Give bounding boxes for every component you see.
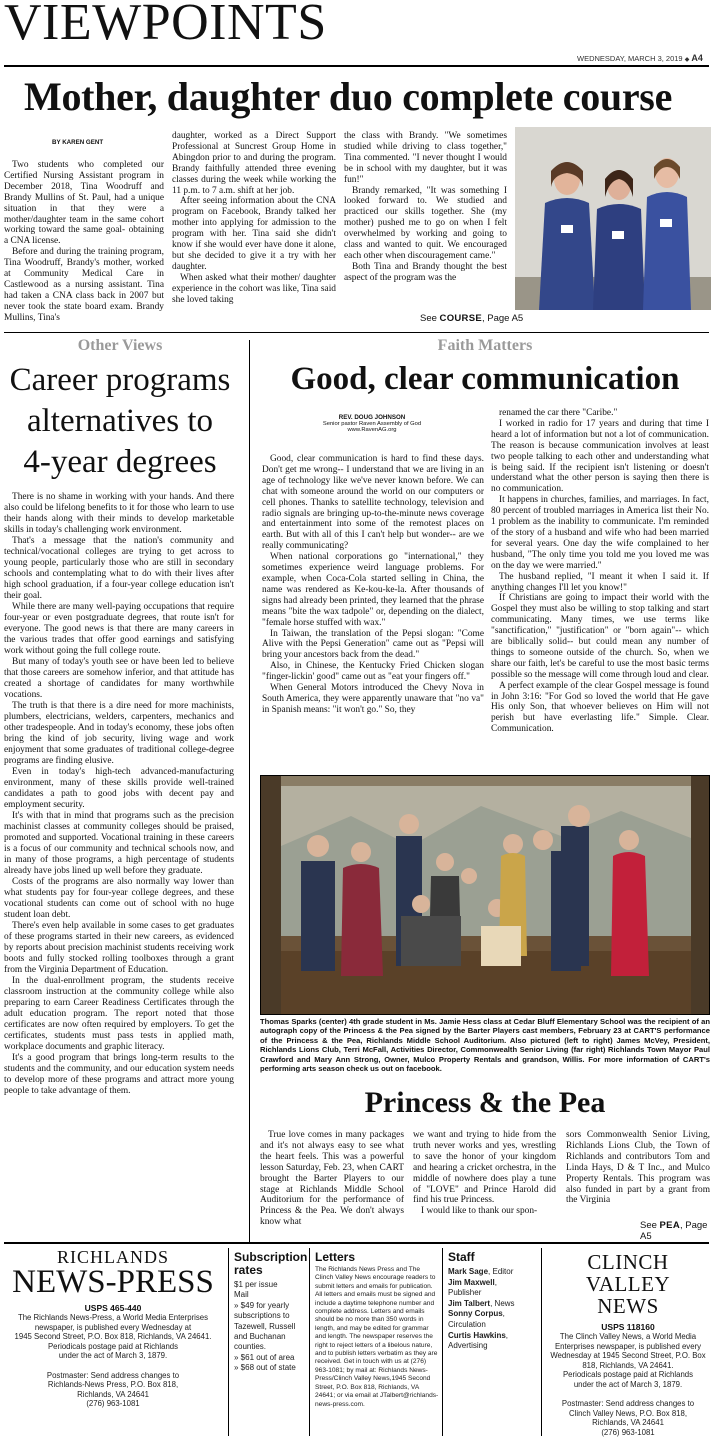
faith-matters-kicker: Faith Matters [437, 337, 533, 354]
issue-date: WEDNESDAY, MARCH 3, 2019 ◆ A4 [577, 53, 703, 63]
lead-col-2: daughter, worked as a Direct Support Professional at Suncrest Group Home in Abingdon prior to and during the program. Brandy faithfully attended three evening classes during the week while working the 11 p.m. to 7 a.m. shift at her job. After seeing information about the CNA program on Facebook, Brandy talked her mother into applying for admission to the program with her. Tina said she didn't know if she would ever have done it alone, but she decided to give it a try with her daughter. When asked what their mother/ daughter experience in the cohort was like, Tina said she loved taking [172, 131, 336, 305]
faith-headline: Good, clear communication [290, 361, 680, 397]
subscription-block [234, 1251, 306, 1374]
rnp-info: The Richlands News-Press, a World Media Enterprises newspaper, is published every Wednesday at 1945 Second Street, P.O. Box 818, Richlands, VA 24641. Periodicals postage paid at Richlands under the act of March 3, 1879. Postmaster: Send address changes to Richlands-News Press, P.O. Box 818, Richlands, VA 24641 (276) 963-1081 [14, 1313, 212, 1409]
faith-col-2: renamed the car there "Caribe." I worked in radio for 17 years and during that time I heard a lot of information but not a lot of communication. The reason is because communication involves at least two people talking to each other and understanding what is being said. If the recipient isn't listening or doesn't understand what the other person is saying then there is no communication. It happens in churches, families, and marriages. In fact, 80 percent of troubled marriages in America list their No. 1 problem as the inability to communicate. I'm reminded of the story of a husband and wife who had been married for several years. One day the wife complained to her husband, "The only time you told me you loved me was on the day we were married." The husband replied, "I meant it when I said it. If anything changes I'll let you know!" If Christians are going to impact their world with the Gospel they must also be willing to stop talking and start communicating. Many times, we use terms like "sanctification," "justification" or "born again"-- which are biblically solid-- but could mean any number of things to someone outside of the church. So, when we share our faith, let's be careful to use the most basic terms possible so the message will come through loud and clear. A perfect example of the clear Gospel message is found in John 3:16: "For God so loved the world that He gave His only Son, that whoever believes on Him will not perish but have everlasting life." Simple. Clear. Communication. [491, 408, 709, 735]
princess-col-2: we want and trying to hide from the truth never works and yes, wrestling to save the honor of your kingdom and hearing a cricket orchestra, in the middle of nowhere does play a tune of "LOVE" and Prince Harold did find his true Princess. I would like to thank our spon- [413, 1130, 556, 1217]
cvn-masthead-line2: NEWS [597, 1294, 659, 1318]
staff-title: Staff [448, 1250, 475, 1264]
lead-byline: BY KAREN GENT [52, 139, 104, 146]
rnp-masthead-line1: RICHLANDS [56, 1247, 169, 1267]
nurses-photo [515, 127, 711, 310]
rnp-block [4, 1248, 222, 1409]
rnp-masthead-line2: NEWS-PRESS [12, 1264, 214, 1300]
princess-col-3: sors Commonwealth Senior Living, Richlands Lions Club, the Town of Richlands and contributors Tom and Linda Hays, D & T Inc., and Mulco Property Rentals. This program was also funded in part by a grant from the Virginia [566, 1130, 710, 1206]
course-jump-link[interactable]: See COURSE, Page A5 [420, 313, 524, 324]
other-views-kicker: Other Views [77, 337, 163, 354]
lead-bottom-rule [4, 332, 709, 333]
column-divider [249, 340, 250, 1242]
footer-divider-2 [309, 1248, 310, 1436]
footer-top-rule [4, 1242, 709, 1244]
cvn-info: The Clinch Valley News, a World Media Enterprises newspaper, is published every Wednesday at 1945 Second Street, P.O. Box 818, Richlands, VA 24641. Periodicals postage paid at Richlands under the act of March 3, 1879. Postmaster: Send address changes to Clinch Valley News, P.O. Box 818, Richlands, VA 24641 (276) 963-1081 [550, 1332, 706, 1437]
faith-col-1: Good, clear communication is hard to find these days. Don't get me wrong-- I understand that we are living in an age of technology like we've never known before. We can chat with someone around the world on our computers or cell phones. Thanks to satellite technology, television and radio signals are bringing up-to-the-minute news coverage and entertainment into some of the remotest places on earth. But with all of this I can't help but wonder-- are we really communicating? When national corporations go "international," they sometimes experience weird language problems. For example, when Coca-Cola started selling in China, the name was rendered as Ke-kou-ke-la. After thousands of signs had already been printed, they learned that the phrase means "bite the wax tadpole" or, depending on the dialect, "female horse stuffed with wax." In Taiwan, the translation of the Pepsi slogan: "Come Alive with the Pepsi Generation" came out as "Pepsi will bring your ancestors back from the dead." Also, in Chinese, the Kentucky Fried Chicken slogan "finger-lickin' good" came out as "eat your fingers off." When General Motors introduced the Chevy Nova in South America, they were apparently unaware that "no va" in Spanish means: "it won't go." So, they [262, 454, 484, 715]
princess-col-1: True love comes in many packages and it's not always easy to see what the heart feels. This was a powerful lesson Saturday, Feb. 23, when CART brought the Barter Players to our stage at Richlands Middle School Auditorium for the performance of Princess & the Pea. We don't always know what [260, 1130, 404, 1228]
photo-caption: Thomas Sparks (center) 4th grade student in Ms. Jamie Hess class at Cedar Bluff Elementary School was the recipient of an autograph copy of the Princess & the Pea signed by the Barter Players cast members, February 23 at CART'S performance of the Princess & the Pea, Richlands Middle School Auditorium. Also pictured (left to right) James McVey, President, Richlands Lions Club, Terri McFall, Activities Director, Commonwealth Senior Living (far right) Richlands Town Mayor Paul Crawford and Mary Ann Strong, Owner, Mulco Property Rentals and grandson, Willis. For more information of CART's performing arts season check us out on facebook. [260, 1017, 710, 1074]
letters-title: Letters [315, 1250, 356, 1264]
staff-list: Mark Sage, Editor Jim Maxwell, Publisher Jim Talbert, News Sonny Corpus, Circulation Curtis Hawkins, Advertising [448, 1267, 515, 1351]
faith-byline: REV. DOUG JOHNSON Senior pastor Raven Assembly of God www.RavenAG.org [322, 414, 422, 433]
rnp-usps: USPS 465-440 [84, 1303, 142, 1313]
princess-headline: Princess & the Pea [364, 1086, 606, 1119]
footer-divider-3 [442, 1248, 443, 1436]
subscription-title: Subscription rates [234, 1250, 308, 1277]
barter-players-photo [260, 775, 710, 1015]
footer-divider-1 [228, 1248, 229, 1436]
cvn-masthead-line1: CLINCH VALLEY [585, 1250, 671, 1296]
lead-col-3: the class with Brandy. "We sometimes studied while driving to class together," Tina commented. "I never thought I would be in school with my daughter, but it was fun!" Brandy remarked, "It was something I looked forward to. We studied and practiced our skills together. She (my mother) pushed me to go on when I felt overwhelmed by working and going to class and wanted to quit. We encouraged each other when discouragement came." Both Tina and Brandy thought the best aspect of the program was the [344, 131, 507, 283]
staff-block [448, 1251, 538, 1352]
lead-col-1: Two students who completed our Certified Nursing Assistant program in December 2018, Tina Woodruff and Brandy Mullins of St. Paul, had a unique situation in that they were a mother/daughter team in the same cohort working toward the same goal- obtaining a CNA license. Before and during the training program, Tina Woodruff, Brandy's mother, worked at Community Medical Care in Castlewood as a nursing assistant. Tina had taken a CNA class back in 2007 but never took the state board exam. Brandy Mullins, Tina's [4, 160, 164, 323]
page-number: A4 [691, 53, 703, 63]
cvn-usps: USPS 118160 [601, 1322, 655, 1332]
header-rule [4, 65, 709, 67]
pea-jump-link[interactable]: See PEA, Page A5 [640, 1220, 708, 1242]
subscription-rates: $1 per issue Mail » $49 for yearly subscriptions to Tazewell, Russell and Buchanan counties. » $61 out of area » $68 out of state [234, 1280, 296, 1373]
footer-divider-4 [541, 1248, 542, 1436]
section-title: VIEWPOINTS [4, 0, 327, 51]
other-views-headline: Career programs alternatives to 4-year degrees [9, 362, 231, 480]
lead-headline: Mother, daughter duo complete course [24, 74, 673, 119]
other-views-body: There is no shame in working with your hands. And there also could be lifelong benefits to it for those who learn to use their hands along with their minds to develop marketable skills in today's challenging work environment. That's a message that the nation's community and technical/vocational colleges are trying to get across to young people, particularly those who are still in secondary schools and contemplating what to do with their lives after high school graduation, if a four-year college education isn't their goal. While there are many well-paying occupations that require four-year or even postgraduate degrees, that route isn't for everyone. The good news is that there are many careers in the various trades that offer good earnings and satisfying work without going the full college route. But many of today's youth see or have been led to believe that those careers are somehow inferior, and that attitude has created a shortage of candidates for many worthwhile vocations. The truth is that there is a dire need for more machinists, plumbers, electricians, welders, carpenters, mechanics and other tradespeople. And in today's economy, these jobs often bring the kind of job security, living wage and work enjoyment that some graduates of traditional college-degree programs are finding elusive. Even in today's high-tech advanced-manufacturing environment, many of these skills provide well-trained candidates a path to good jobs with decent pay and employment security. It's with that in mind that programs such as the precision machinist classes at community colleges should be praised, promoted and supported. Vocational training in these careers is a focus of our community and technical schools now, and in many of those programs, a high percentage of students already have jobs lined up well before they graduate. Costs of the programs are also normally way lower than what students pay for four-year college degrees, and these vocational students can come out of school with no huge student loan debt. There's even help available in some cases to get graduates of these programs started in their new careers, as evidenced by reports about precision machinist students receiving work boots and fully stocked rolling toolboxes through a grant from the Virginia Department of Education. In the dual-enrollment program, the students receive classroom instruction at the community college while also preparing to earn Career Readiness Certificates through the adult education program. The report noted that those certificates are now often required by employers. To get the certificates, students must pass tests in applied math, workplace documents and graphic literacy. It's a good program that brings long-term results to the students and the community, and our education system needs to develop more of these programs and attract more young people to take advantage of them. [4, 492, 234, 1096]
letters-text: The Richlands News Press and The Clinch Valley News encourage readers to submit letters and emails for publication. All letters and emails must be signed and include a daytime telephone number and complete address. Letters and emails should be no more than 350 words in length, and may be edited for grammar and length. The newspaper reserves the right to reject letters of a libelous nature, and to publish letters verbatim as they are received. Get in touch with us at (276) 963-1081; by mail at: Richlands News-Press/Clinch Valley News,1945 Second Street, P.O. Box 818, Richlands, VA 24641; or via email at JTalbert@richlands-news-press.com. [315, 1266, 439, 1408]
cvn-block [545, 1251, 711, 1438]
letters-block [315, 1251, 439, 1409]
